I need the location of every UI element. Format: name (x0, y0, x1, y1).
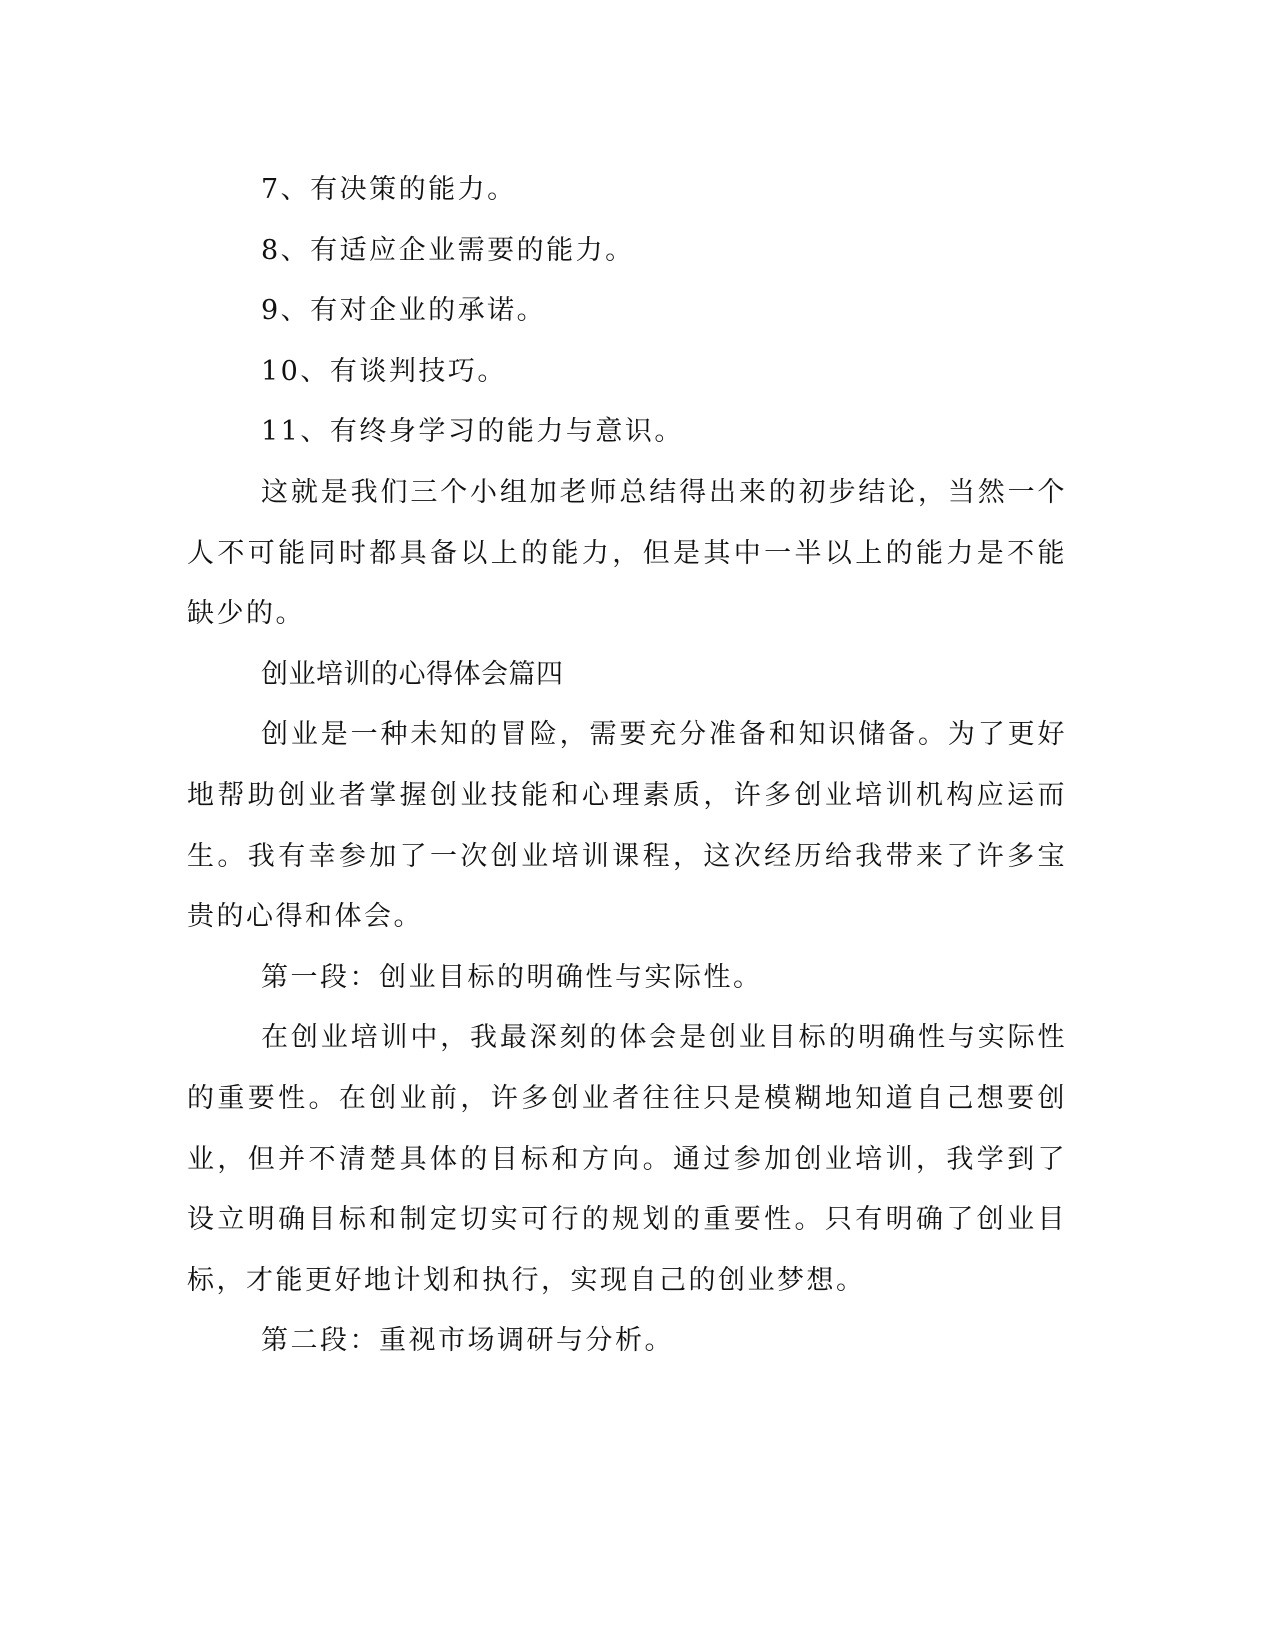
list-item-8: 8、有适应企业需要的能力。 (261, 234, 635, 266)
document-body (187, 160, 1067, 1372)
section-heading: 创业培训的心得体会篇四 (261, 658, 564, 690)
list-item-9: 9、有对企业的承诺。 (261, 295, 547, 327)
body-paragraph-part-one: 在创业培训中，我最深刻的体会是创业目标的明确性与实际性的重要性。在创业前，许多创业者往往只是模糊地知道自己想要创业，但并不清楚具体的目标和方向。通过参加创业培训，我学到了设立明确目标和制定切实可行的规划的重要性。只有明确了创业目标，才能更好地计划和执行，实现自己的创业梦想。 (187, 1022, 1067, 1296)
list-item-11: 11、有终身学习的能力与意识。 (261, 416, 684, 448)
list-item-7: 7、有决策的能力。 (261, 174, 517, 205)
subheading-part-one: 第一段：创业目标的明确性与实际性。 (261, 961, 763, 993)
conclusion-paragraph: 这就是我们三个小组加老师总结得出来的初步结论，当然一个人不可能同时都具备以上的能力，但是其中一半以上的能力是不能缺少的。 (187, 476, 1067, 630)
subheading-part-two: 第二段：重视市场调研与分析。 (261, 1325, 674, 1357)
list-item-10: 10、有谈判技巧。 (261, 355, 507, 387)
intro-paragraph: 创业是一种未知的冒险，需要充分准备和知识储备。为了更好地帮助创业者掌握创业技能和心理素质，许多创业培训机构应运而生。我有幸参加了一次创业培训课程，这次经历给我带来了许多宝贵的心得和体会。 (187, 719, 1067, 933)
